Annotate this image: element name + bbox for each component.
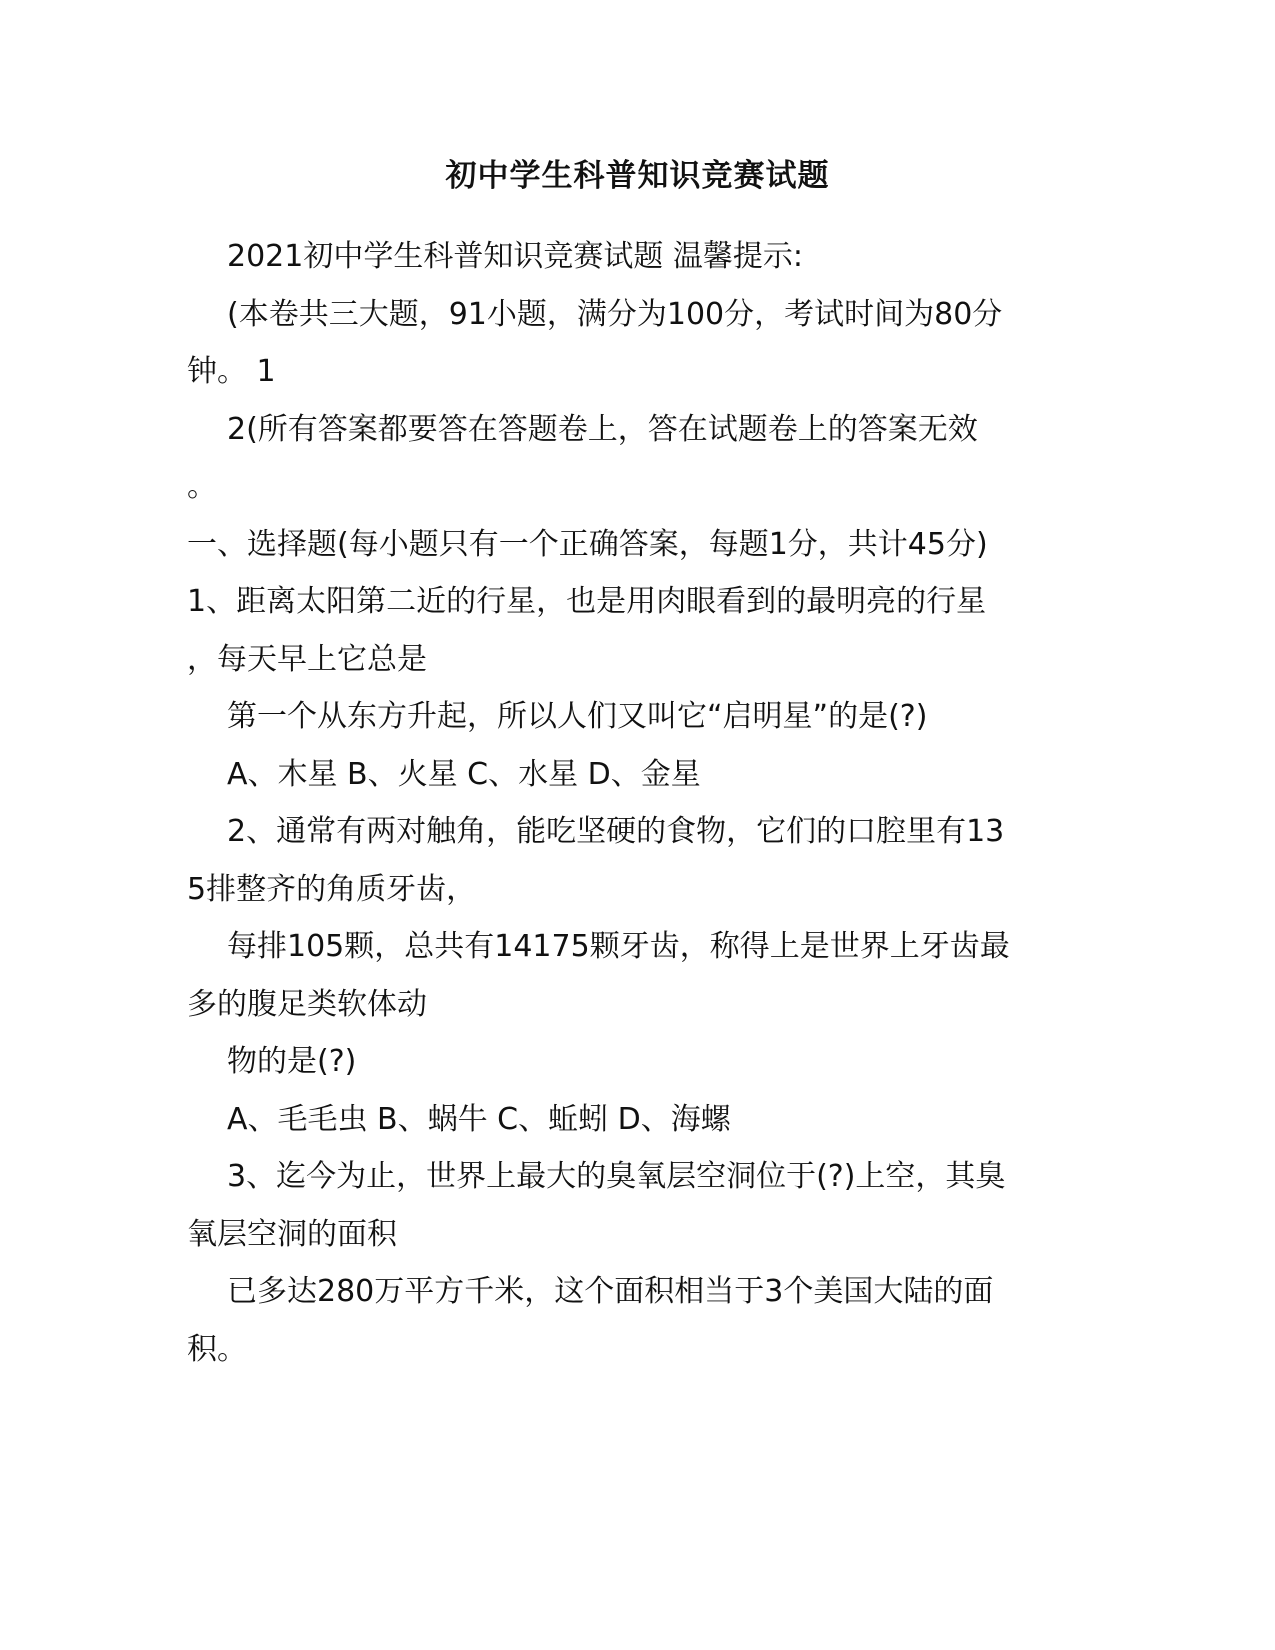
question-line: 多的腹足类软体动 <box>187 986 427 1022</box>
question-line: 每排105颗，总共有14175颗牙齿，称得上是世界上牙齿最 <box>227 929 1010 964</box>
question-line: 1、距离太阳第二近的行星，也是用肉眼看到的最明亮的行星 <box>187 584 987 619</box>
question-line: 已多达280万平方千米，这个面积相当于3个美国大陆的面 <box>227 1274 994 1309</box>
text-line: (本卷共三大题，91小题，满分为100分，考试时间为80分 <box>227 296 1003 332</box>
text-line: 。 <box>187 469 217 504</box>
answer-options: A、毛毛虫 B、蜗牛 C、蚯蚓 D、海螺 <box>227 1101 731 1137</box>
question-line: 5排整齐的角质牙齿， <box>187 871 477 907</box>
document-body <box>187 228 1092 1378</box>
question-line: 积。 <box>187 1331 247 1367</box>
text-line: 2021初中学生科普知识竞赛试题 温馨提示: <box>227 239 803 274</box>
question-line: 氧层空洞的面积 <box>187 1216 397 1252</box>
document-title: 初中学生科普知识竞赛试题 <box>445 158 830 194</box>
section-heading: 一、选择题(每小题只有一个正确答案，每题1分，共计45分) <box>187 526 988 562</box>
answer-options: A、木星 B、火星 C、水星 D、金星 <box>227 756 701 792</box>
text-line: 2(所有答案都要答在答题卷上，答在试题卷上的答案无效 <box>227 411 978 447</box>
question-line: 物的是(?) <box>227 1044 357 1079</box>
question-line: 3、迄今为止，世界上最大的臭氧层空洞位于(?)上空，其臭 <box>227 1159 1006 1194</box>
question-line: 2、通常有两对触角，能吃坚硬的食物，它们的口腔里有13 <box>227 814 1005 849</box>
text-line: 钟。 1 <box>187 354 276 389</box>
question-line: 第一个从东方升起，所以人们又叫它“启明星”的是(?) <box>227 699 928 734</box>
question-line: ，每天早上它总是 <box>187 641 427 677</box>
